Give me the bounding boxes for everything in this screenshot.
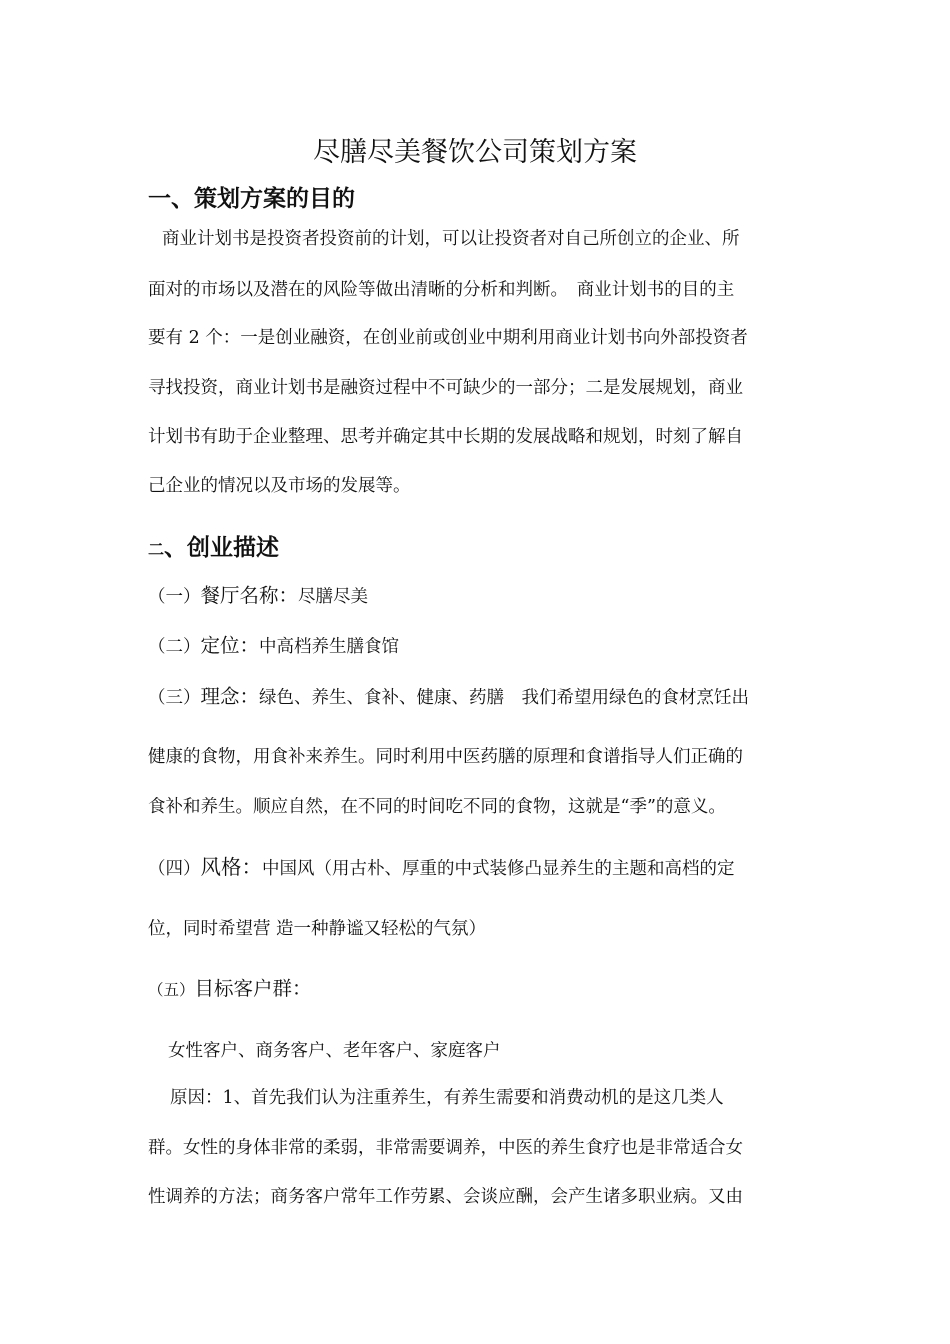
item-key: 定位： (200, 634, 260, 657)
item-key: 目标客户群： (194, 977, 312, 1000)
item-style (148, 855, 808, 881)
section1-line-6: 己企业的情况以及市场的发展等。 (148, 476, 411, 496)
reason-line-1: 原因：1、首先我们认为注重养生，有养生需要和消费动机的是这几类人 (170, 1088, 724, 1108)
item-concept-line-2: 健康的食物，用食补来养生。同时利用中医药膳的原理和食谱指导人们正确的 (148, 747, 743, 767)
section1-line-4: 寻找投资，商业计划书是融资过程中不可缺少的一部分；二是发展规划，商业 (148, 378, 743, 398)
item-value: 中高档养生膳食馆 (259, 637, 400, 657)
item-target-customers (148, 977, 808, 1002)
item-key: 风格： (200, 855, 262, 879)
section1-heading: 一、策划方案的目的 (148, 186, 355, 212)
reason-line-3: 性调养的方法；商务客户常年工作劳累、会谈应酬，会产生诸多职业病。又由 (148, 1187, 743, 1207)
item-positioning (148, 634, 808, 659)
item-label: （二） (148, 637, 201, 657)
item-label: （五） (148, 981, 195, 999)
item-label: （三） (148, 688, 201, 708)
item-value: 中国风（用古朴、厚重的中式装修凸显养生的主题和高档的定 (262, 859, 735, 879)
item-style-line-2: 位，同时希望营 造一种静谧又轻松的气氛） (148, 919, 487, 939)
section1-line-3: 要有 2 个：一是创业融资，在创业前或创业中期利用商业计划书向外部投资者 (148, 328, 748, 348)
section1-line-5: 计划书有助于企业整理、思考并确定其中长期的发展战略和规划，时刻了解自 (148, 427, 743, 447)
document-title: 尽膳尽美餐饮公司策划方案 (313, 137, 637, 168)
customer-list: 女性客户、商务客户、老年客户、家庭客户 (168, 1041, 501, 1061)
section2-heading (148, 532, 279, 566)
item-concept (148, 685, 808, 710)
item-concept-line-3: 食补和养生。顺应自然，在不同的时间吃不同的食物，这就是“季”的意义。 (148, 797, 726, 817)
section1-line-1: 商业计划书是投资者投资前的计划，可以让投资者对自己所创立的企业、所 (162, 229, 740, 249)
section2-heading-text: 、创业描述 (164, 535, 280, 561)
item-key: 餐厅名称： (200, 584, 299, 607)
item-label: （一） (148, 587, 201, 607)
item-value: 绿色、养生、食补、健康、药膳 我们希望用绿色的食材烹饪出 (259, 688, 750, 708)
item-value: 尽膳尽美 (298, 587, 369, 607)
item-restaurant-name (148, 584, 808, 609)
section2-heading-number: 二 (148, 540, 165, 559)
item-key: 理念： (200, 685, 260, 708)
section1-line-2: 面对的市场以及潜在的风险等做出清晰的分析和判断。 商业计划书的目的主 (148, 280, 735, 300)
reason-line-2: 群。女性的身体非常的柔弱，非常需要调养，中医的养生食疗也是非常适合女 (148, 1138, 743, 1158)
item-label: （四） (148, 859, 201, 879)
